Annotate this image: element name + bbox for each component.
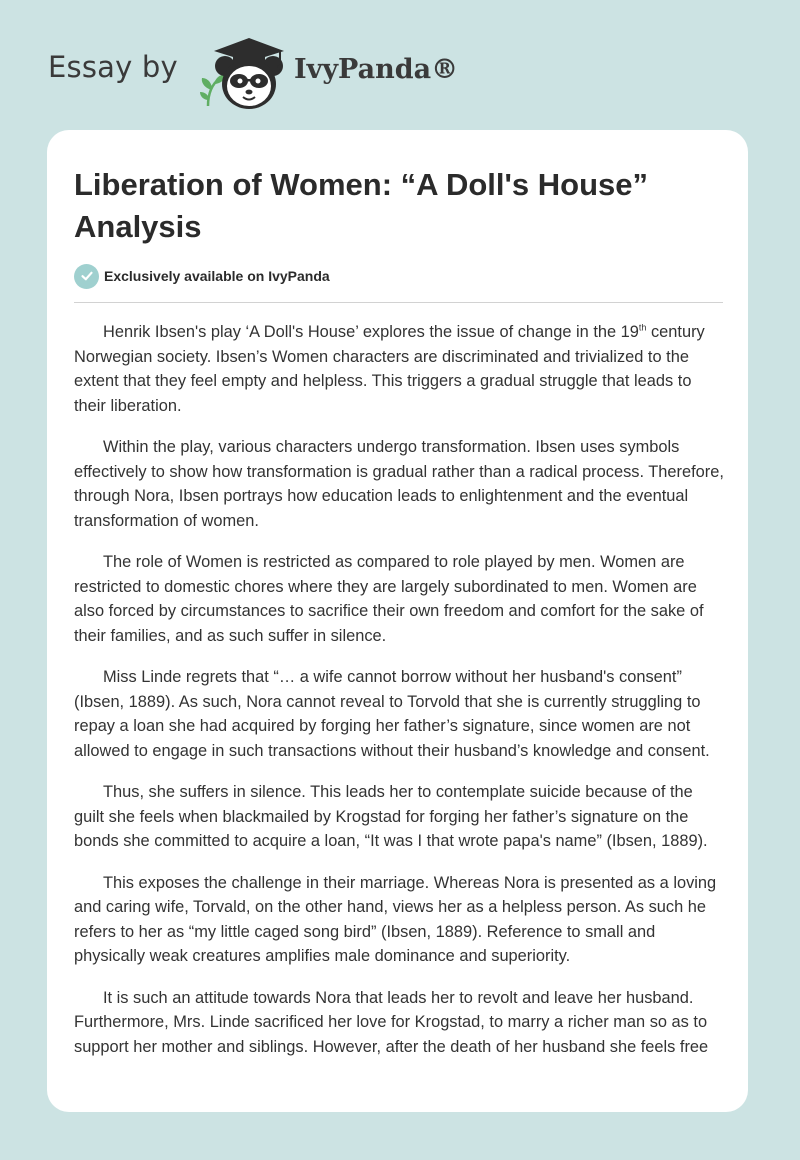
panda-graduate-icon [198, 34, 292, 114]
paragraph: Thus, she suffers in silence. This leads her to contemplate suicide because of the guilt she feels when blackmailed by Krogstad for forging her father’s signature on the bonds she committed to acquire a loan, “It was I that wrote papa's name” (Ibsen, 1889). [74, 783, 708, 850]
brand-name: IvyPanda® [294, 54, 459, 85]
paragraph-text: Henrik Ibsen's play ‘A Doll's House’ explores the issue of change in the 19 [103, 323, 639, 341]
paragraph: It is such an attitude towards Nora that leads her to revolt and leave her husband. Furthermore, Mrs. Linde sacrificed her love for Krogstad, to marry a richer man so as to support her mother and siblings. However, after the death of her husband she feels free [74, 988, 709, 1056]
divider [74, 302, 723, 303]
essay-title: Liberation of Women: “A Doll's House” Analysis [74, 167, 648, 244]
paragraph: Within the play, various characters undergo transformation. Ibsen uses symbols effectively to show how transformation is gradual rather than a radical process. Therefore, through Nora, Ibsen portrays how education leads to enlightenment and the eventual transformation of women. [74, 438, 724, 530]
paragraph: Miss Linde regrets that “… a wife cannot borrow without her husband's consent” (Ibsen, 1889). As such, Nora cannot reveal to Torvold that she is currently struggling to repay a loan she had acquired by forging her father’s signature, since women are not allowed to engage in such transactions without their husband’s knowledge and consent. [74, 668, 710, 760]
paragraph-text: century Norwegian society. Ibsen’s Women characters are discriminated and trivialized to the extent that they feel empty and helpless. This triggers a gradual struggle that leads to their liberation. [74, 323, 705, 415]
paragraph [74, 320, 724, 418]
essay-card [47, 130, 748, 1112]
exclusive-badge [74, 263, 330, 289]
paragraph: This exposes the challenge in their marriage. Whereas Nora is presented as a loving and caring wife, Torvald, on the other hand, views her as a helpless person. As such he refers to her as “my little caged song bird” (Ibsen, 1889). Reference to small and physically weak creatures amplifies male dominance and superiority. [74, 873, 717, 965]
superscript: th [638, 322, 647, 333]
site-header [48, 30, 752, 110]
check-circle-icon [74, 264, 99, 289]
essay-by-label: Essay by [48, 50, 178, 84]
essay-body [74, 320, 724, 1076]
paragraph: The role of Women is restricted as compared to role played by men. Women are restricted to domestic chores where they are largely subordinated to men. Women are also forced by circumstances to sacrifice their own freedom and comfort for the sake of their families, and as such suffer in silence. [74, 553, 704, 645]
exclusive-badge-label: Exclusively available on IvyPanda [104, 268, 330, 284]
